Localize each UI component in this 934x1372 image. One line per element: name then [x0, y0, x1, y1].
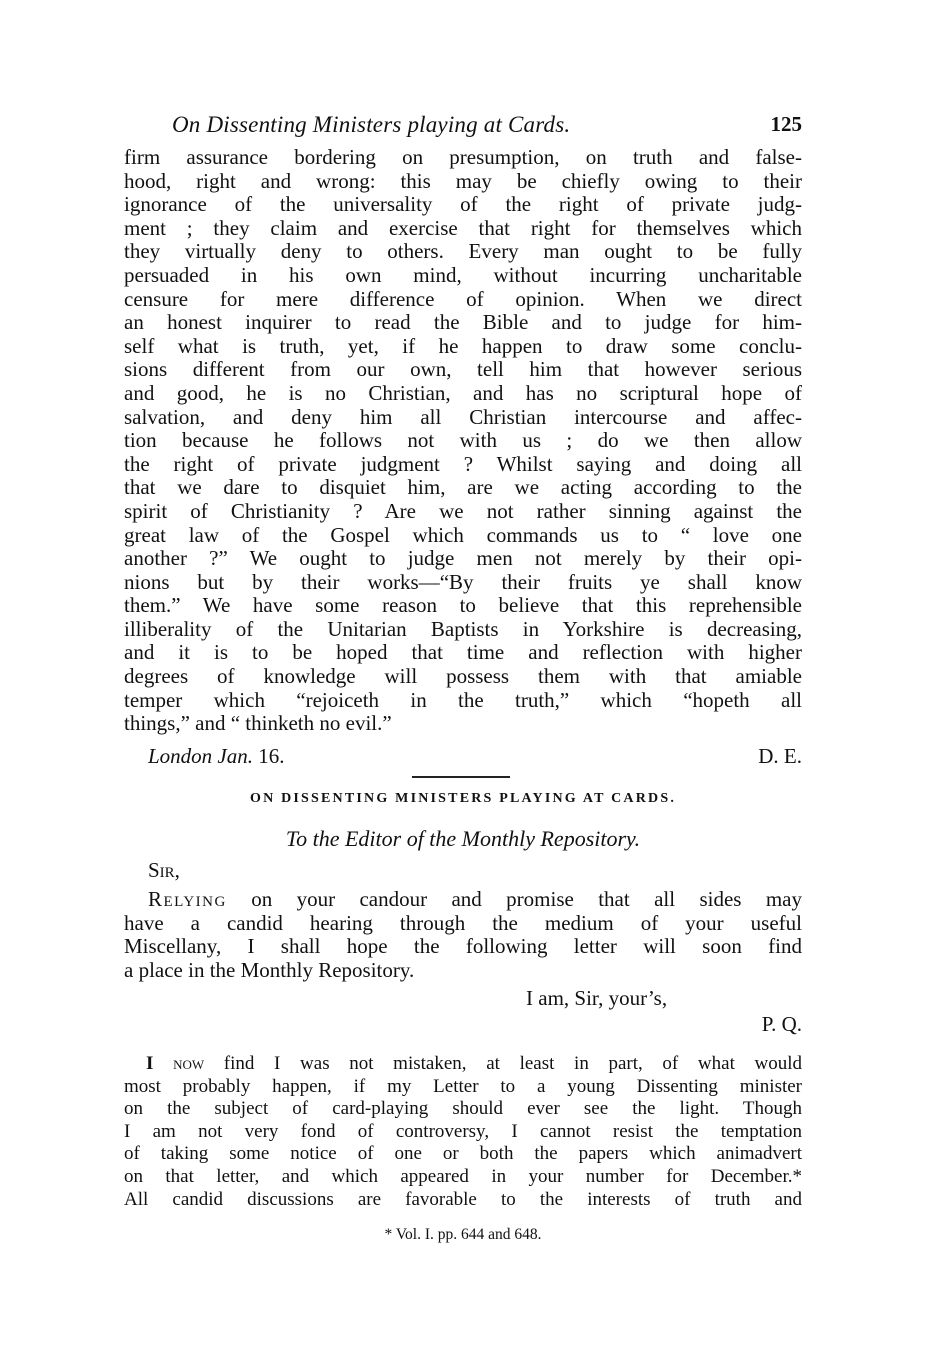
text-line: censure for mere difference of opinion. When we direct — [124, 286, 802, 311]
first-letter-signoff — [148, 744, 802, 770]
text-line: temper which “rejoiceth in the truth,” which “hopeth all — [124, 687, 802, 712]
text-line: nions but by their works—“By their fruits ye shall know — [124, 569, 802, 594]
text-line: great law of the Gospel which commands us to “ love one — [124, 522, 802, 547]
author-initials: D. E. — [758, 744, 802, 768]
section-title: ON DISSENTING MINISTERS PLAYING AT CARDS. — [249, 791, 677, 806]
text-line: and it is to be hoped that time and reflection with higher — [124, 640, 802, 665]
text-line: persuaded in his own mind, without incurring uncharitable — [124, 262, 802, 287]
text-line: they virtually deny to others. Every man ought to be fully — [124, 239, 802, 264]
salutation: Sir, — [148, 858, 180, 882]
letter-address: To the Editor of the Monthly Repository. — [285, 826, 641, 851]
page-number: 125 — [770, 112, 802, 136]
line-rest: on your candour and promise that all sides may — [226, 887, 802, 911]
text-line — [124, 888, 802, 912]
text-line: firm assurance bordering on presumption, on truth and false- — [124, 145, 802, 169]
line-rest: find I was not mistaken, at least in part, of what would — [204, 1053, 803, 1074]
text-line: on that letter, and which appeared in your number for December.* — [124, 1165, 802, 1187]
text-line: All candid discussions are favorable to the interests of truth and — [124, 1188, 802, 1210]
text-line: the right of private judgment ? Whilst saying and doing all — [124, 451, 802, 476]
text-line: tion because he follows not with us ; do we then allow — [124, 428, 802, 453]
text-line: ignorance of the universality of the right of private judg- — [124, 192, 802, 217]
text-line: illiberality of the Unitarian Baptists in Yorkshire is decreasing, — [124, 616, 802, 641]
text-line: things,” and “ thinketh no evil.” — [124, 711, 392, 736]
opening-word: now — [153, 1053, 205, 1074]
text-line — [124, 1053, 802, 1076]
second-letter-body — [124, 888, 802, 982]
text-line: hood, right and wrong: this may be chiefly owing to their — [124, 168, 802, 193]
text-line: ment ; they claim and exercise that right for themselves which — [124, 215, 802, 240]
section-divider — [412, 776, 510, 778]
text-line: have a candid hearing through the medium of your useful — [124, 910, 802, 935]
text-line: of taking some notice of one or both the papers which animadvert — [124, 1143, 802, 1165]
author-initials: P. Q. — [761, 1012, 802, 1036]
text-line: salvation, and deny him all Christian intercourse and affec- — [124, 404, 802, 429]
text-line: sions different from our own, tell him that however serious — [124, 357, 802, 382]
opening-initial: I — [146, 1053, 154, 1074]
dateline — [148, 744, 285, 769]
text-line: I am not very fond of controversy, I cannot resist the temptation — [124, 1120, 802, 1142]
footnote: * Vol. I. pp. 644 and 648. — [384, 1226, 542, 1243]
text-line: Miscellany, I shall hope the following letter will soon find — [124, 934, 802, 959]
text-line: most probably happen, if my Letter to a young Dissenting minister — [124, 1075, 802, 1097]
text-line: on the subject of card-playing should ever see the light. Though — [124, 1098, 802, 1120]
text-line: a place in the Monthly Repository. — [124, 957, 415, 982]
text-line: that we dare to disquiet him, are we acting according to the — [124, 475, 802, 500]
opening-word: Relying — [148, 887, 227, 911]
text-line: degrees of knowledge will possess them with that amiable — [124, 664, 802, 689]
text-line: self what is truth, yet, if he happen to draw some conclu- — [124, 333, 802, 358]
text-line: and good, he is no Christian, and has no scriptural hope of — [124, 380, 802, 405]
text-line: spirit of Christianity ? Are we not rather sinning against the — [124, 498, 802, 523]
dateline-day: 16. — [258, 744, 285, 768]
third-letter-body — [124, 1053, 802, 1211]
dateline-place: London Jan. — [148, 744, 253, 768]
letter-closing: I am, Sir, your’s, — [526, 986, 668, 1010]
text-line: another ?” We ought to judge men not merely by their opi- — [124, 546, 802, 571]
running-title: On Dissenting Ministers playing at Cards. — [172, 112, 571, 137]
text-line: them.” We have some reason to believe that this reprehensible — [124, 593, 802, 618]
first-letter-body — [124, 146, 802, 736]
text-line: an honest inquirer to read the Bible and to judge for him- — [124, 310, 802, 335]
running-head — [172, 112, 802, 140]
